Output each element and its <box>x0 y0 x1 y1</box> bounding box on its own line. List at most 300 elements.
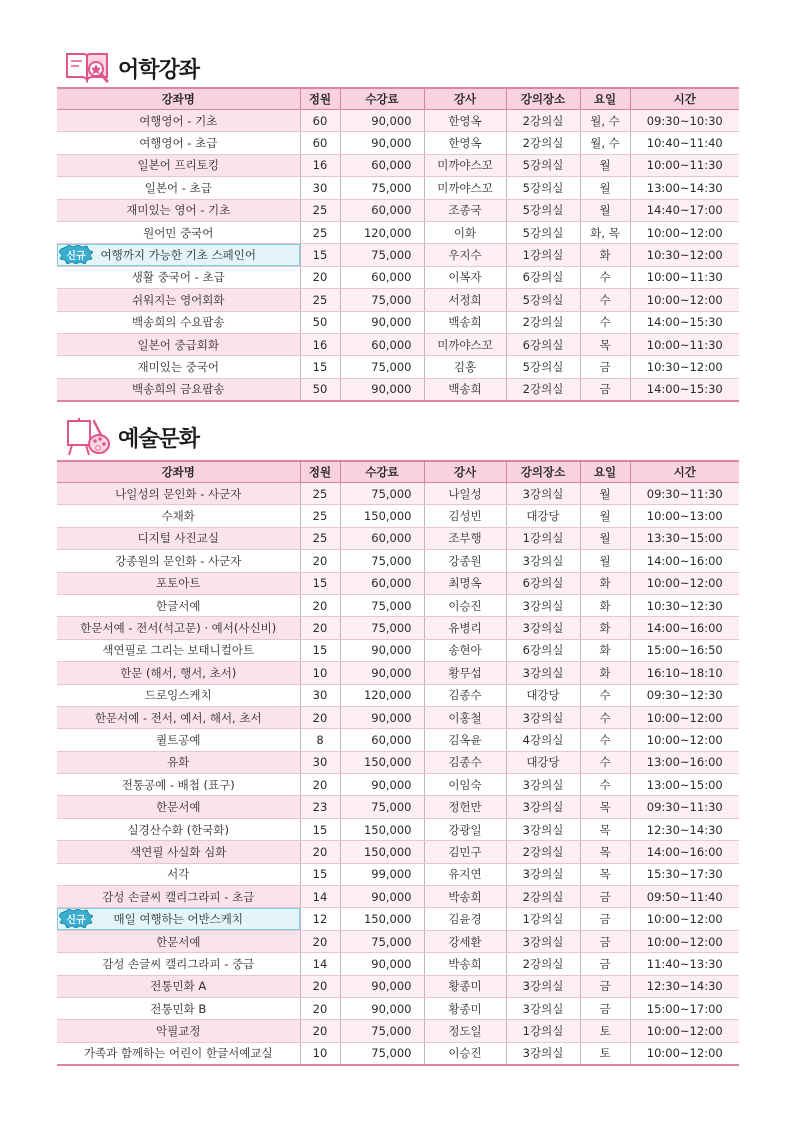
teacher-cell: 이승진 <box>424 594 506 616</box>
capacity-cell: 60 <box>300 132 340 154</box>
course-name-cell: 가족과 함께하는 어린이 한글서예교실 <box>57 1042 300 1065</box>
header-teacher: 강사 <box>424 88 506 110</box>
teacher-cell: 미까야스꼬 <box>424 154 506 176</box>
header-time: 시간 <box>630 88 739 110</box>
fee-cell: 90,000 <box>340 639 424 661</box>
fee-cell: 90,000 <box>340 132 424 154</box>
teacher-cell: 이복자 <box>424 266 506 288</box>
day-cell: 금 <box>580 908 630 930</box>
capacity-cell: 15 <box>300 639 340 661</box>
time-cell: 09:50~11:40 <box>630 886 739 908</box>
section-title-text: 어학강좌 <box>118 57 200 83</box>
capacity-cell: 8 <box>300 729 340 751</box>
fee-cell: 90,000 <box>340 311 424 333</box>
room-cell: 6강의실 <box>506 572 580 594</box>
capacity-cell: 20 <box>300 550 340 572</box>
day-cell: 수 <box>580 774 630 796</box>
room-cell: 3강의실 <box>506 997 580 1019</box>
time-cell: 10:00~12:00 <box>630 706 739 728</box>
teacher-cell: 김민구 <box>424 841 506 863</box>
course-name-cell: 전통공예 - 배첩 (표구) <box>57 774 300 796</box>
fee-cell: 120,000 <box>340 221 424 243</box>
capacity-cell: 25 <box>300 527 340 549</box>
section-title-text: 예술문화 <box>118 426 200 452</box>
teacher-cell: 나일성 <box>424 483 506 505</box>
time-cell: 10:00~12:00 <box>630 930 739 952</box>
capacity-cell: 20 <box>300 617 340 639</box>
room-cell: 5강의실 <box>506 289 580 311</box>
day-cell: 화 <box>580 594 630 616</box>
room-cell: 3강의실 <box>506 863 580 885</box>
room-cell: 3강의실 <box>506 617 580 639</box>
day-cell: 수 <box>580 706 630 728</box>
capacity-cell: 15 <box>300 572 340 594</box>
time-cell: 10:00~12:00 <box>630 289 739 311</box>
capacity-cell: 10 <box>300 1042 340 1065</box>
capacity-cell: 14 <box>300 953 340 975</box>
course-name-cell: 한문서예 <box>57 930 300 952</box>
table-row <box>57 639 739 661</box>
course-name-cell: 드로잉스케치 <box>57 684 300 706</box>
course-name-cell: 실경산수화 (한국화) <box>57 818 300 840</box>
time-cell: 14:00~15:30 <box>630 311 739 333</box>
day-cell: 수 <box>580 311 630 333</box>
fee-cell: 90,000 <box>340 110 424 132</box>
course-name-cell: 유화 <box>57 751 300 773</box>
capacity-cell: 25 <box>300 221 340 243</box>
day-cell: 월, 수 <box>580 132 630 154</box>
art-course-table <box>57 460 739 1066</box>
day-cell: 월 <box>580 550 630 572</box>
language-course-table <box>57 87 739 402</box>
table-row <box>57 930 739 952</box>
fee-cell: 150,000 <box>340 505 424 527</box>
header-room: 강의장소 <box>506 461 580 483</box>
teacher-cell: 이임숙 <box>424 774 506 796</box>
header-capacity: 정원 <box>300 461 340 483</box>
header-room: 강의장소 <box>506 88 580 110</box>
table-row <box>57 483 739 505</box>
table-row <box>57 356 739 378</box>
fee-cell: 90,000 <box>340 997 424 1019</box>
capacity-cell: 20 <box>300 1020 340 1042</box>
new-course-badge-label: 신규 <box>66 915 86 927</box>
teacher-cell: 김홍 <box>424 356 506 378</box>
time-cell: 14:40~17:00 <box>630 199 739 221</box>
room-cell: 6강의실 <box>506 333 580 355</box>
time-cell: 14:00~16:00 <box>630 550 739 572</box>
room-cell: 2강의실 <box>506 953 580 975</box>
teacher-cell: 한영옥 <box>424 110 506 132</box>
capacity-cell: 25 <box>300 199 340 221</box>
table-header-row <box>57 88 739 110</box>
room-cell: 5강의실 <box>506 177 580 199</box>
day-cell: 수 <box>580 729 630 751</box>
easel-palette-icon <box>64 417 110 457</box>
capacity-cell: 50 <box>300 311 340 333</box>
fee-cell: 90,000 <box>340 706 424 728</box>
fee-cell: 75,000 <box>340 930 424 952</box>
fee-cell: 90,000 <box>340 378 424 401</box>
day-cell: 금 <box>580 356 630 378</box>
time-cell: 13:00~15:00 <box>630 774 739 796</box>
time-cell: 10:00~12:00 <box>630 1042 739 1065</box>
time-cell: 11:40~13:30 <box>630 953 739 975</box>
room-cell: 2강의실 <box>506 110 580 132</box>
teacher-cell: 김옥윤 <box>424 729 506 751</box>
table-row <box>57 684 739 706</box>
fee-cell: 60,000 <box>340 154 424 176</box>
room-cell: 5강의실 <box>506 199 580 221</box>
capacity-cell: 14 <box>300 886 340 908</box>
fee-cell: 75,000 <box>340 289 424 311</box>
day-cell: 월 <box>580 505 630 527</box>
course-name-cell: 전통민화 B <box>57 997 300 1019</box>
table-row <box>57 154 739 176</box>
teacher-cell: 이승진 <box>424 1042 506 1065</box>
table-row <box>57 997 739 1019</box>
day-cell: 수 <box>580 684 630 706</box>
day-cell: 월 <box>580 154 630 176</box>
room-cell: 대강당 <box>506 684 580 706</box>
room-cell: 6강의실 <box>506 266 580 288</box>
course-name-cell: 일본어 프리토킹 <box>57 154 300 176</box>
day-cell: 금 <box>580 997 630 1019</box>
fee-cell: 75,000 <box>340 177 424 199</box>
teacher-cell: 미까야스꼬 <box>424 333 506 355</box>
day-cell: 월 <box>580 177 630 199</box>
time-cell: 09:30~11:30 <box>630 796 739 818</box>
capacity-cell: 20 <box>300 594 340 616</box>
table-row <box>57 266 739 288</box>
day-cell: 월, 수 <box>580 110 630 132</box>
course-name-cell: 수채화 <box>57 505 300 527</box>
room-cell: 대강당 <box>506 505 580 527</box>
day-cell: 목 <box>580 333 630 355</box>
room-cell: 대강당 <box>506 751 580 773</box>
time-cell: 16:10~18:10 <box>630 662 739 684</box>
table-row <box>57 796 739 818</box>
teacher-cell: 황종미 <box>424 997 506 1019</box>
fee-cell: 75,000 <box>340 550 424 572</box>
room-cell: 3강의실 <box>506 796 580 818</box>
course-name-cell: 여행영어 - 초급 <box>57 132 300 154</box>
capacity-cell: 30 <box>300 751 340 773</box>
fee-cell: 120,000 <box>340 684 424 706</box>
table-row <box>57 841 739 863</box>
teacher-cell: 한영옥 <box>424 132 506 154</box>
table-row <box>57 505 739 527</box>
day-cell: 목 <box>580 818 630 840</box>
fee-cell: 150,000 <box>340 751 424 773</box>
fee-cell: 90,000 <box>340 975 424 997</box>
fee-cell: 75,000 <box>340 356 424 378</box>
fee-cell: 99,000 <box>340 863 424 885</box>
time-cell: 10:00~12:00 <box>630 221 739 243</box>
day-cell: 화, 목 <box>580 221 630 243</box>
room-cell: 3강의실 <box>506 662 580 684</box>
day-cell: 금 <box>580 378 630 401</box>
header-course-name: 강좌명 <box>57 461 300 483</box>
course-name-cell: 백송희의 수요팝송 <box>57 311 300 333</box>
course-name-cell: 쉬워지는 영어회화 <box>57 289 300 311</box>
room-cell: 1강의실 <box>506 244 580 266</box>
day-cell: 화 <box>580 572 630 594</box>
course-name-cell: 한글서예 <box>57 594 300 616</box>
course-name-cell: 전통민화 A <box>57 975 300 997</box>
day-cell: 토 <box>580 1020 630 1042</box>
new-course-badge <box>59 909 93 928</box>
capacity-cell: 20 <box>300 975 340 997</box>
teacher-cell: 김종수 <box>424 684 506 706</box>
header-day: 요일 <box>580 461 630 483</box>
room-cell: 5강의실 <box>506 221 580 243</box>
table-header-row <box>57 461 739 483</box>
room-cell: 1강의실 <box>506 527 580 549</box>
table-row <box>57 110 739 132</box>
table-row <box>57 953 739 975</box>
fee-cell: 60,000 <box>340 199 424 221</box>
teacher-cell: 김성빈 <box>424 505 506 527</box>
capacity-cell: 20 <box>300 774 340 796</box>
table-row <box>57 706 739 728</box>
time-cell: 14:00~15:30 <box>630 378 739 401</box>
course-name-cell: 재미있는 영어 - 기초 <box>57 199 300 221</box>
room-cell: 3강의실 <box>506 594 580 616</box>
time-cell: 09:30~10:30 <box>630 110 739 132</box>
table-row <box>57 1020 739 1042</box>
table-row <box>57 751 739 773</box>
header-day: 요일 <box>580 88 630 110</box>
table-row <box>57 594 739 616</box>
teacher-cell: 박송희 <box>424 953 506 975</box>
course-name-cell: 일본어 - 초급 <box>57 177 300 199</box>
time-cell: 09:30~11:30 <box>630 483 739 505</box>
day-cell: 화 <box>580 639 630 661</box>
course-name-cell: 디지털 사진교실 <box>57 527 300 549</box>
table-row <box>57 662 739 684</box>
teacher-cell: 황종미 <box>424 975 506 997</box>
capacity-cell: 20 <box>300 266 340 288</box>
course-name-cell: 강종원의 문인화 - 사군자 <box>57 550 300 572</box>
fee-cell: 75,000 <box>340 483 424 505</box>
time-cell: 10:00~13:00 <box>630 505 739 527</box>
capacity-cell: 16 <box>300 154 340 176</box>
teacher-cell: 정도일 <box>424 1020 506 1042</box>
day-cell: 월 <box>580 527 630 549</box>
table-row <box>57 550 739 572</box>
teacher-cell: 미까야스꼬 <box>424 177 506 199</box>
table-row <box>57 729 739 751</box>
teacher-cell: 이화 <box>424 221 506 243</box>
header-capacity: 정원 <box>300 88 340 110</box>
table-row <box>57 572 739 594</box>
fee-cell: 150,000 <box>340 841 424 863</box>
room-cell: 5강의실 <box>506 356 580 378</box>
capacity-cell: 25 <box>300 289 340 311</box>
time-cell: 10:00~11:30 <box>630 266 739 288</box>
course-name-cell: 색연필로 그리는 보태니컬아트 <box>57 639 300 661</box>
course-name-cell: 서각 <box>57 863 300 885</box>
room-cell: 2강의실 <box>506 311 580 333</box>
time-cell: 09:30~12:30 <box>630 684 739 706</box>
course-name-cell: 퀼트공예 <box>57 729 300 751</box>
time-cell: 12:30~14:30 <box>630 975 739 997</box>
time-cell: 10:00~12:00 <box>630 572 739 594</box>
table-row <box>57 527 739 549</box>
fee-cell: 90,000 <box>340 662 424 684</box>
day-cell: 월 <box>580 483 630 505</box>
time-cell: 15:00~17:00 <box>630 997 739 1019</box>
teacher-cell: 강종원 <box>424 550 506 572</box>
capacity-cell: 20 <box>300 930 340 952</box>
teacher-cell: 우지수 <box>424 244 506 266</box>
room-cell: 2강의실 <box>506 132 580 154</box>
room-cell: 3강의실 <box>506 550 580 572</box>
table-row <box>57 863 739 885</box>
time-cell: 10:30~12:00 <box>630 356 739 378</box>
room-cell: 4강의실 <box>506 729 580 751</box>
capacity-cell: 16 <box>300 333 340 355</box>
day-cell: 금 <box>580 975 630 997</box>
new-course-badge-label: 신규 <box>66 251 86 263</box>
room-cell: 3강의실 <box>506 774 580 796</box>
room-cell: 2강의실 <box>506 886 580 908</box>
time-cell: 15:00~16:50 <box>630 639 739 661</box>
book-search-icon <box>64 48 110 88</box>
fee-cell: 75,000 <box>340 1020 424 1042</box>
time-cell: 10:00~12:00 <box>630 908 739 930</box>
teacher-cell: 강세환 <box>424 930 506 952</box>
table-row <box>57 774 739 796</box>
day-cell: 목 <box>580 863 630 885</box>
room-cell: 3강의실 <box>506 818 580 840</box>
fee-cell: 90,000 <box>340 953 424 975</box>
course-name-cell: 나일성의 문인화 - 사군자 <box>57 483 300 505</box>
course-name-cell <box>57 908 300 930</box>
capacity-cell: 20 <box>300 997 340 1019</box>
time-cell: 14:00~16:00 <box>630 841 739 863</box>
new-course-badge <box>59 245 93 264</box>
time-cell: 13:00~16:00 <box>630 751 739 773</box>
time-cell: 10:40~11:40 <box>630 132 739 154</box>
room-cell: 3강의실 <box>506 1042 580 1065</box>
day-cell: 월 <box>580 199 630 221</box>
teacher-cell: 강광일 <box>424 818 506 840</box>
room-cell: 2강의실 <box>506 378 580 401</box>
course-name-text: 여행까지 가능한 기초 스페인어 <box>100 248 256 263</box>
table-row <box>57 177 739 199</box>
day-cell: 목 <box>580 796 630 818</box>
time-cell: 10:00~12:00 <box>630 1020 739 1042</box>
day-cell: 화 <box>580 662 630 684</box>
header-teacher: 강사 <box>424 461 506 483</box>
fee-cell: 60,000 <box>340 333 424 355</box>
room-cell: 6강의실 <box>506 639 580 661</box>
room-cell: 3강의실 <box>506 706 580 728</box>
course-name-cell: 감성 손글씨 캘리그라피 - 초급 <box>57 886 300 908</box>
teacher-cell: 송현아 <box>424 639 506 661</box>
capacity-cell: 25 <box>300 505 340 527</box>
table-row <box>57 199 739 221</box>
course-name-cell: 포토아트 <box>57 572 300 594</box>
capacity-cell: 12 <box>300 908 340 930</box>
section-title-language <box>64 48 199 88</box>
header-course-name: 강좌명 <box>57 88 300 110</box>
capacity-cell: 20 <box>300 841 340 863</box>
teacher-cell: 조종국 <box>424 199 506 221</box>
room-cell: 1강의실 <box>506 908 580 930</box>
time-cell: 10:00~12:00 <box>630 729 739 751</box>
table-row <box>57 289 739 311</box>
teacher-cell: 정헌만 <box>424 796 506 818</box>
course-name-cell: 생활 중국어 - 초급 <box>57 266 300 288</box>
time-cell: 10:00~11:30 <box>630 154 739 176</box>
course-name-cell: 재미있는 중국어 <box>57 356 300 378</box>
table-row <box>57 1042 739 1065</box>
teacher-cell: 이홍철 <box>424 706 506 728</box>
capacity-cell: 60 <box>300 110 340 132</box>
time-cell: 15:30~17:30 <box>630 863 739 885</box>
fee-cell: 75,000 <box>340 594 424 616</box>
fee-cell: 90,000 <box>340 886 424 908</box>
fee-cell: 150,000 <box>340 908 424 930</box>
course-name-cell: 감성 손글씨 캘리그라피 - 중급 <box>57 953 300 975</box>
time-cell: 10:00~11:30 <box>630 333 739 355</box>
course-name-cell: 한문서예 - 전서, 예서, 해서, 초서 <box>57 706 300 728</box>
day-cell: 금 <box>580 930 630 952</box>
fee-cell: 60,000 <box>340 729 424 751</box>
day-cell: 금 <box>580 953 630 975</box>
day-cell: 화 <box>580 244 630 266</box>
course-name-cell: 한문서예 - 전서(석고문) · 예서(사신비) <box>57 617 300 639</box>
table-row <box>57 311 739 333</box>
header-fee: 수강료 <box>340 461 424 483</box>
time-cell: 10:30~12:00 <box>630 244 739 266</box>
teacher-cell: 유병리 <box>424 617 506 639</box>
fee-cell: 90,000 <box>340 774 424 796</box>
room-cell: 3강의실 <box>506 483 580 505</box>
time-cell: 13:30~15:00 <box>630 527 739 549</box>
capacity-cell: 50 <box>300 378 340 401</box>
capacity-cell: 15 <box>300 356 340 378</box>
course-name-cell: 백송희의 금요팝송 <box>57 378 300 401</box>
table-row <box>57 244 739 266</box>
capacity-cell: 30 <box>300 177 340 199</box>
table-row <box>57 221 739 243</box>
day-cell: 금 <box>580 886 630 908</box>
time-cell: 12:30~14:30 <box>630 818 739 840</box>
day-cell: 화 <box>580 617 630 639</box>
course-name-cell: 악필교정 <box>57 1020 300 1042</box>
fee-cell: 60,000 <box>340 572 424 594</box>
capacity-cell: 15 <box>300 863 340 885</box>
course-name-cell: 원어민 중국어 <box>57 221 300 243</box>
room-cell: 5강의실 <box>506 154 580 176</box>
table-row <box>57 886 739 908</box>
course-name-text: 매일 여행하는 어반스케치 <box>113 912 243 927</box>
section-title-art <box>64 417 199 457</box>
room-cell: 3강의실 <box>506 930 580 952</box>
header-fee: 수강료 <box>340 88 424 110</box>
fee-cell: 75,000 <box>340 1042 424 1065</box>
time-cell: 13:00~14:30 <box>630 177 739 199</box>
teacher-cell: 황무섭 <box>424 662 506 684</box>
teacher-cell: 백송희 <box>424 378 506 401</box>
course-name-cell: 일본어 중급회화 <box>57 333 300 355</box>
course-name-cell: 색연필 사실화 심화 <box>57 841 300 863</box>
table-row <box>57 378 739 401</box>
